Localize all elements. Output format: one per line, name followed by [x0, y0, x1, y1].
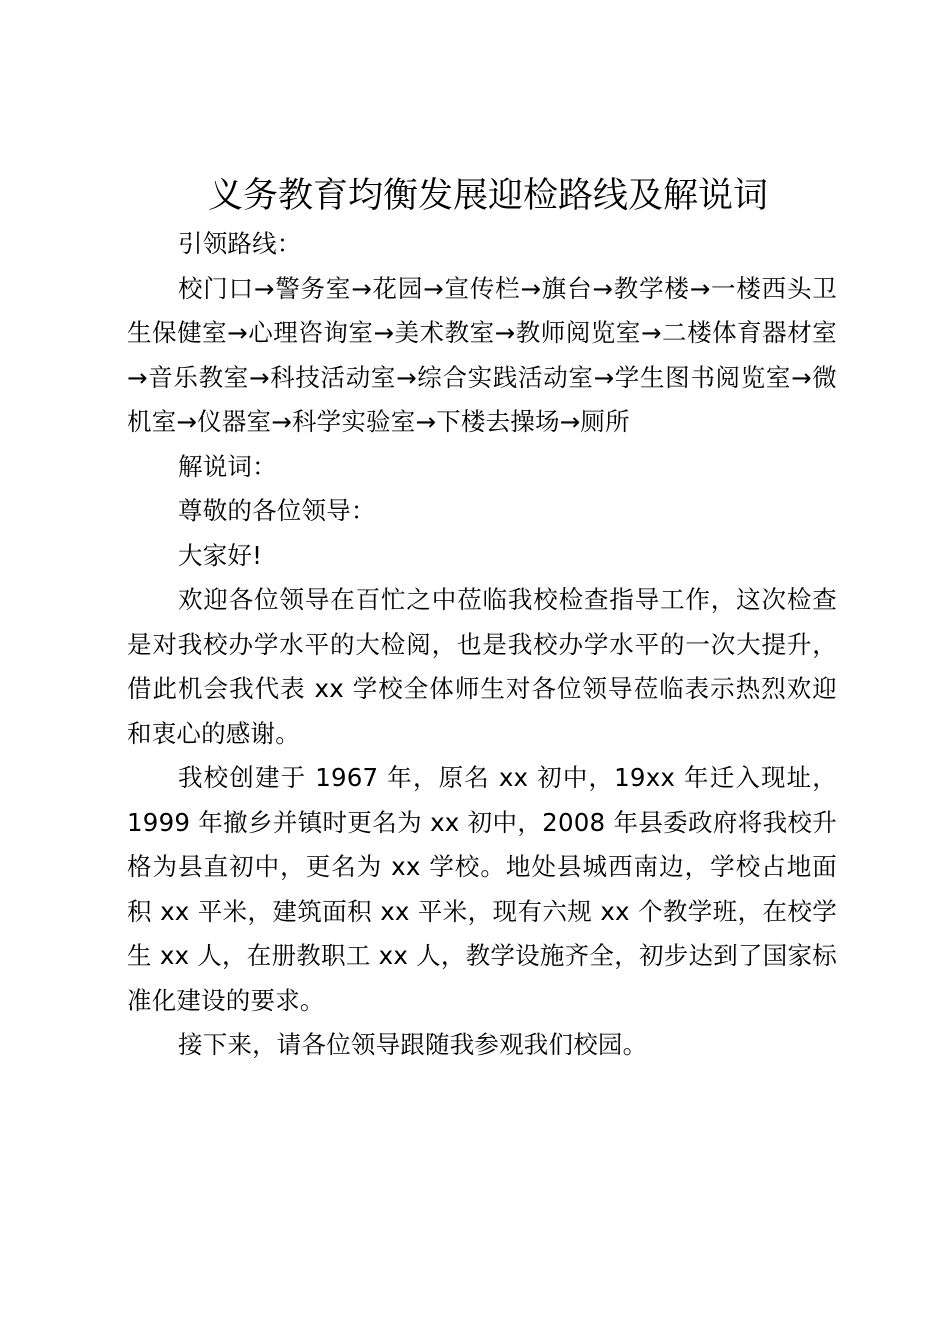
salutation: 尊敬的各位领导：: [178, 496, 376, 525]
speech-heading: 解说词：: [178, 451, 277, 481]
route-heading: 引领路线：: [178, 229, 302, 258]
school-history-paragraph: 我校创建于 1967 年，原名 xx 初中，19xx 年迁入现址，1999 年撤乡并镇时更名为 xx 初中，2008 年县委政府将我校升格为县直初中，更名为 xx 学校。地处县城西南边，学校占地面积 xx 平米，建筑面积 xx 平米，现有六规 xx 个教学班，在校学生 xx 人，在册教职工 xx 人，教学设施齐全，初步达到了国家标准化建设的要求。: [127, 763, 837, 1015]
closing-paragraph: 接下来，请各位领导跟随我参观我们校园。: [178, 1030, 648, 1059]
greeting: 大家好!: [178, 540, 263, 570]
welcome-paragraph: 欢迎各位领导在百忙之中莅临我校检查指导工作，这次检查是对我校办学水平的大检阅，也是我校办学水平的一次大提升，借此机会我代表 xx 学校全体师生对各位领导莅临表示热烈欢迎和衷心的感谢。: [127, 585, 837, 748]
route-paragraph: 校门口→警务室→花园→宣传栏→旗台→教学楼→一楼西头卫生保健室→心理咨询室→美术教室→教师阅览室→二楼体育器材室→音乐教室→科技活动室→综合实践活动室→学生图书阅览室→微机室→仪器室→科学实验室→下楼去操场→厕所: [127, 273, 837, 436]
document-body: [127, 172, 837, 1068]
document-title: 义务教育均衡发展迎检路线及解说词: [207, 176, 768, 216]
